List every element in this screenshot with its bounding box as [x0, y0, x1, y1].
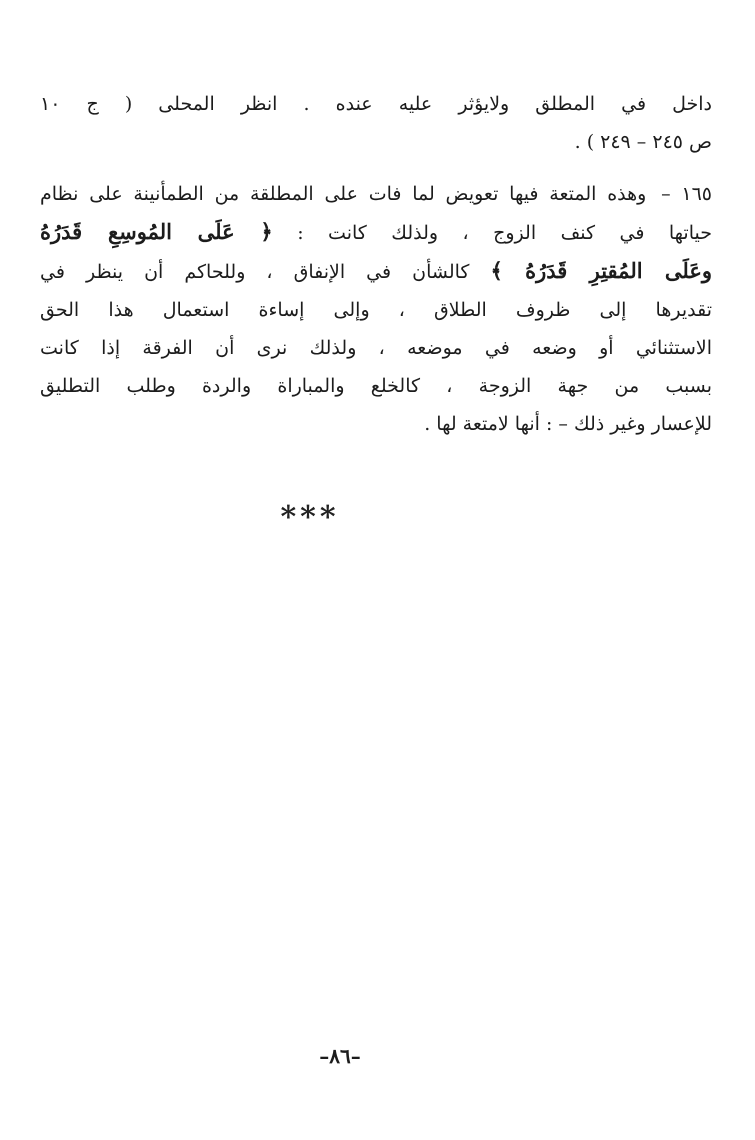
footnote-text: كالشأن في الإنفاق ، وللحاكم أن ينظر في: [40, 261, 470, 283]
footnote-number: ١٦٥ –: [661, 183, 713, 205]
text-line: [40, 213, 712, 252]
text-line: [40, 175, 712, 213]
previous-footnote-continuation: [40, 85, 712, 161]
text-line: الاستثنائي أو وضعه في موضعه ، ولذلك نرى أن الفرقة إذا كانت: [40, 337, 712, 359]
text-line: للإعسار وغير ذلك – : أنها لامتعة لها .: [424, 413, 712, 435]
quran-verse: وعَلَى المُقتِرِ قَدَرُهُ ﴾: [490, 258, 712, 283]
footnote-165: [40, 175, 712, 443]
section-separator: ***: [280, 500, 340, 535]
text-line: [40, 252, 712, 291]
text-line: تقديرها إلى ظروف الطلاق ، وإلى إساءة استعمال هذا الحق: [40, 299, 712, 321]
text-line: بسبب من جهة الزوجة ، كالخلع والمباراة والردة وطلب التطليق: [40, 375, 712, 397]
text-line: داخل في المطلق ولايؤثر عليه عنده . انظر المحلى ( ج ١٠: [40, 93, 712, 115]
footnote-text: وهذه المتعة فيها تعويض لما فات على المطلقة من الطمأنينة على نظام: [40, 183, 647, 205]
page-number: –٨٦–: [319, 1044, 361, 1068]
text-line: ص ٢٤٥ – ٢٤٩ ) .: [574, 131, 712, 153]
footnote-text: حياتها في كنف الزوج ، ولذلك كانت :: [297, 222, 712, 244]
quran-verse: ﴿ عَلَى المُوسِعِ قَدَرُهُ: [40, 219, 273, 244]
